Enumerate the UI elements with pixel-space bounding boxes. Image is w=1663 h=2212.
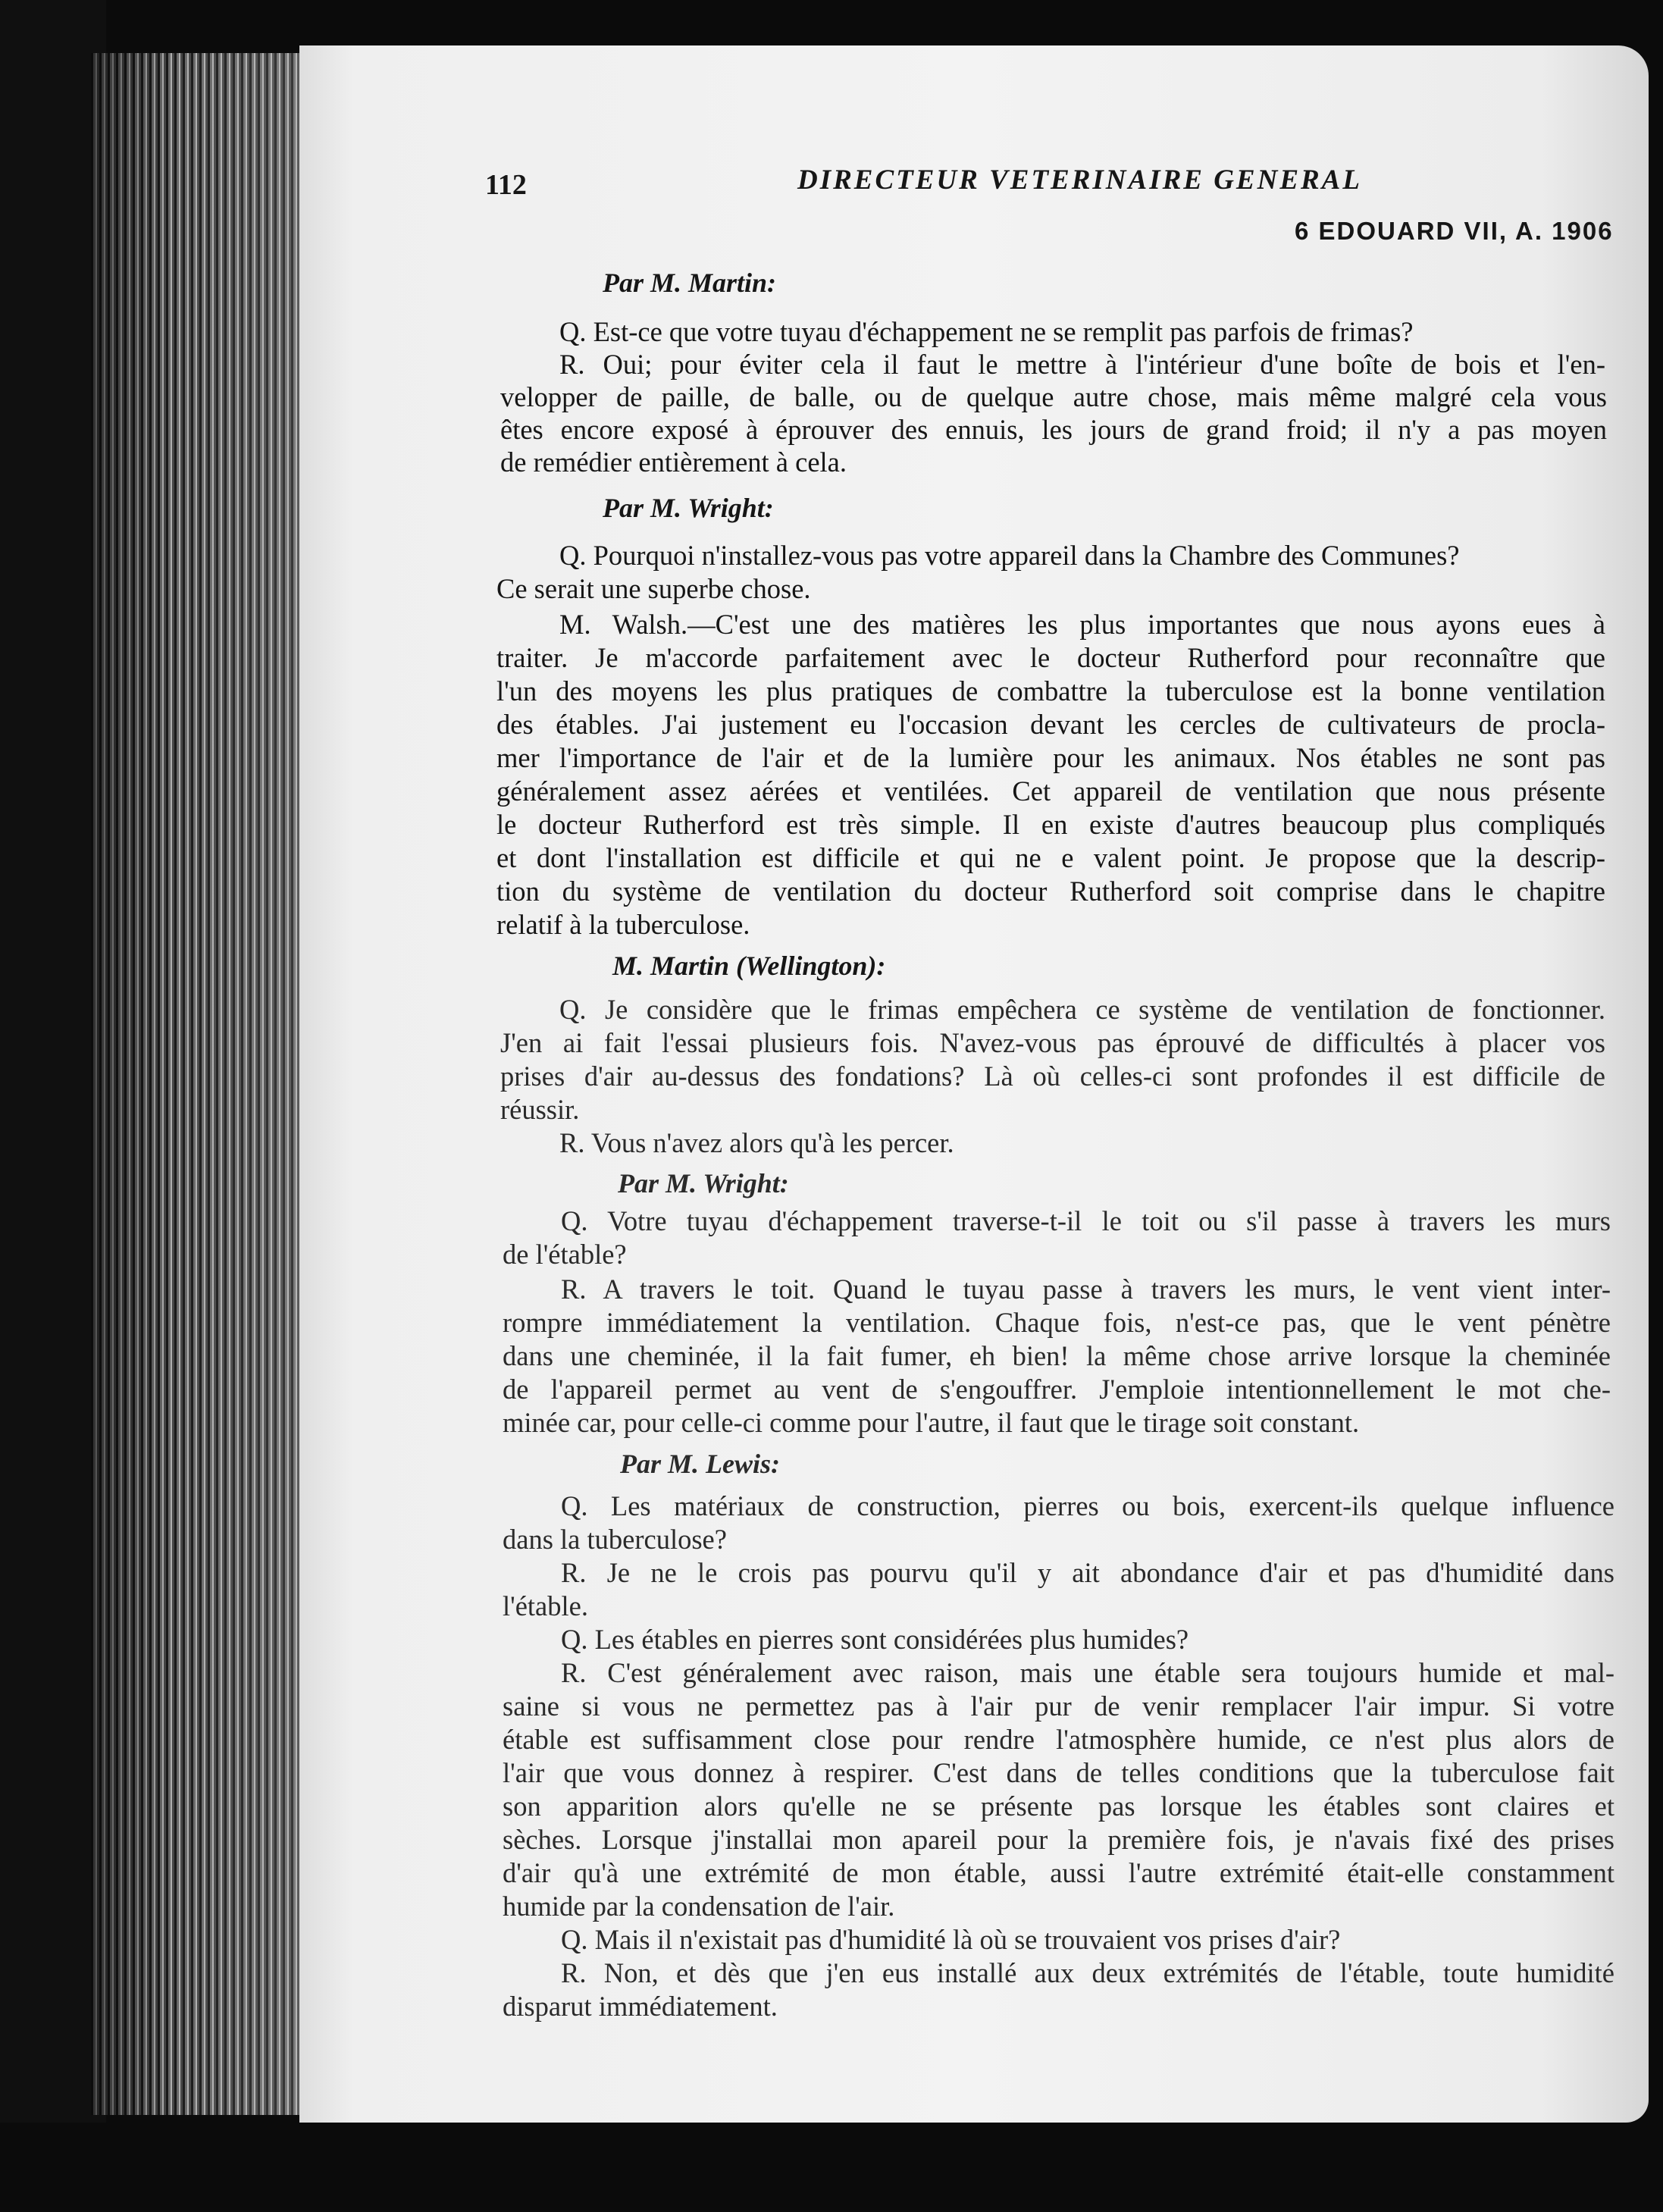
text-line: M. Walsh.—C'est une des matières les plus importantes que nous ayons eues à (559, 609, 1605, 640)
text-line: l'un des moyens les plus pratiques de combattre la tuberculose est la bonne ventilation (496, 675, 1605, 707)
text-line: minée car, pour celle-ci comme pour l'autre, il faut que le tirage soit constant. (503, 1407, 1360, 1438)
speaker-heading: Par M. Martin: (603, 268, 777, 298)
text-line: et dont l'installation est difficile et qui ne e valent point. Je propose que la descrip- (496, 842, 1605, 873)
text-line: rompre immédiatement la ventilation. Chaque fois, n'est-ce pas, que le vent pénètre (503, 1307, 1611, 1338)
text-line: Q. Votre tuyau d'échappement traverse-t-il le toit ou s'il passe à travers les murs (561, 1205, 1611, 1236)
text-line: R. A travers le toit. Quand le tuyau passe à travers les murs, le vent vient inter- (561, 1274, 1611, 1305)
text-line: réussir. (500, 1094, 580, 1125)
text-line: prises d'air au-dessus des fondations? Là où celles-ci sont profondes il est difficile de (500, 1061, 1605, 1092)
text-line: dans une cheminée, il la fait fumer, eh bien! la même chose arrive lorsque la cheminée (503, 1340, 1611, 1371)
text-line: de l'appareil permet au vent de s'engouffrer. J'emploie intentionnellement le mot che- (503, 1374, 1611, 1405)
text-line: Q. Pourquoi n'installez-vous pas votre appareil dans la Chambre des Communes? (559, 540, 1460, 571)
text-line: R. Oui; pour éviter cela il faut le mettre à l'intérieur d'une boîte de bois et l'en- (559, 349, 1605, 380)
text-line: êtes encore exposé à éprouver des ennuis, les jours de grand froid; il n'y a pas moyen (500, 414, 1607, 445)
speaker-heading: M. Martin (Wellington): (612, 951, 886, 981)
text-line: disparut immédiatement. (503, 1991, 778, 2022)
text-line: de l'étable? (503, 1239, 627, 1270)
text-line: mer l'importance de l'air et de la lumière pour les animaux. Nos étables ne sont pas (496, 742, 1605, 773)
text-line: R. Non, et dès que j'en eus installé aux deux extrémités de l'étable, toute humidité (561, 1957, 1614, 1988)
text-line: de remédier entièrement à cela. (500, 446, 847, 478)
text-line: velopper de paille, de balle, ou de quelque autre chose, mais même malgré cela vous (500, 381, 1607, 412)
scan-background-bottom (0, 2123, 1663, 2212)
text-line: Q. Les étables en pierres sont considérées plus humides? (561, 1624, 1189, 1655)
text-line: étable est suffisamment close pour rendre l'atmosphère humide, ce n'est plus alors de (503, 1724, 1614, 1755)
text-line: J'en ai fait l'essai plusieurs fois. N'avez-vous pas éprouvé de difficultés à placer vos (500, 1027, 1605, 1058)
text-line: R. C'est généralement avec raison, mais une étable sera toujours humide et mal- (561, 1657, 1614, 1688)
speaker-heading: Par M. Lewis: (620, 1449, 780, 1479)
text-line: le docteur Rutherford est très simple. Il en existe d'autres beaucoup plus compliqués (496, 809, 1605, 840)
book-page-edges (91, 53, 318, 2115)
text-line: l'air que vous donnez à respirer. C'est dans de telles conditions que la tuberculose fait (503, 1757, 1614, 1788)
page-number: 112 (485, 169, 527, 201)
text-line: son apparition alors qu'elle ne se présente pas lorsque les étables sont claires et (503, 1791, 1614, 1822)
scan-background-right (1649, 0, 1663, 2212)
text-line: des étables. J'ai justement eu l'occasion devant les cercles de cultivateurs de procla- (496, 709, 1605, 740)
text-line: sèches. Lorsque j'installai mon apareil pour la première fois, je n'avais fixé des prises (503, 1824, 1614, 1855)
text-line: Q. Mais il n'existait pas d'humidité là où se trouvaient vos prises d'air? (561, 1924, 1341, 1955)
text-line: généralement assez aérées et ventilées. Cet appareil de ventilation que nous présente (496, 775, 1605, 807)
text-line: Ce serait une superbe chose. (496, 573, 811, 604)
text-line: Q. Les matériaux de construction, pierres ou bois, exercent-ils quelque influence (561, 1490, 1614, 1521)
running-header: DIRECTEUR VETERINAIRE GENERAL (797, 164, 1362, 196)
text-line: l'étable. (503, 1590, 588, 1621)
text-line: tion du système de ventilation du docteur Rutherford soit comprise dans le chapitre (496, 876, 1605, 907)
text-line: R. Je ne le crois pas pourvu qu'il y ait abondance d'air et pas d'humidité dans (561, 1557, 1614, 1588)
text-line: saine si vous ne permettez pas à l'air pur de venir remplacer l'air impur. Si votre (503, 1690, 1614, 1722)
text-line: Q. Je considère que le frimas empêchera ce système de ventilation de fonctionner. (559, 994, 1605, 1025)
text-line: humide par la condensation de l'air. (503, 1891, 895, 1922)
speaker-heading: Par M. Wright: (618, 1168, 789, 1198)
text-line: Q. Est-ce que votre tuyau d'échappement ne se remplit pas parfois de frimas? (559, 316, 1414, 347)
text-line: R. Vous n'avez alors qu'à les percer. (559, 1127, 954, 1158)
speaker-heading: Par M. Wright: (603, 493, 774, 523)
text-line: traiter. Je m'accorde parfaitement avec le docteur Rutherford pour reconnaître que (496, 642, 1605, 673)
text-line: d'air qu'à une extrémité de mon étable, aussi l'autre extrémité était-elle constamment (503, 1857, 1614, 1888)
session-reference: 6 EDOUARD VII, A. 1906 (1295, 217, 1614, 245)
text-line: relatif à la tuberculose. (496, 909, 750, 940)
text-line: dans la tuberculose? (503, 1524, 727, 1555)
scan-background-left (0, 0, 106, 2212)
